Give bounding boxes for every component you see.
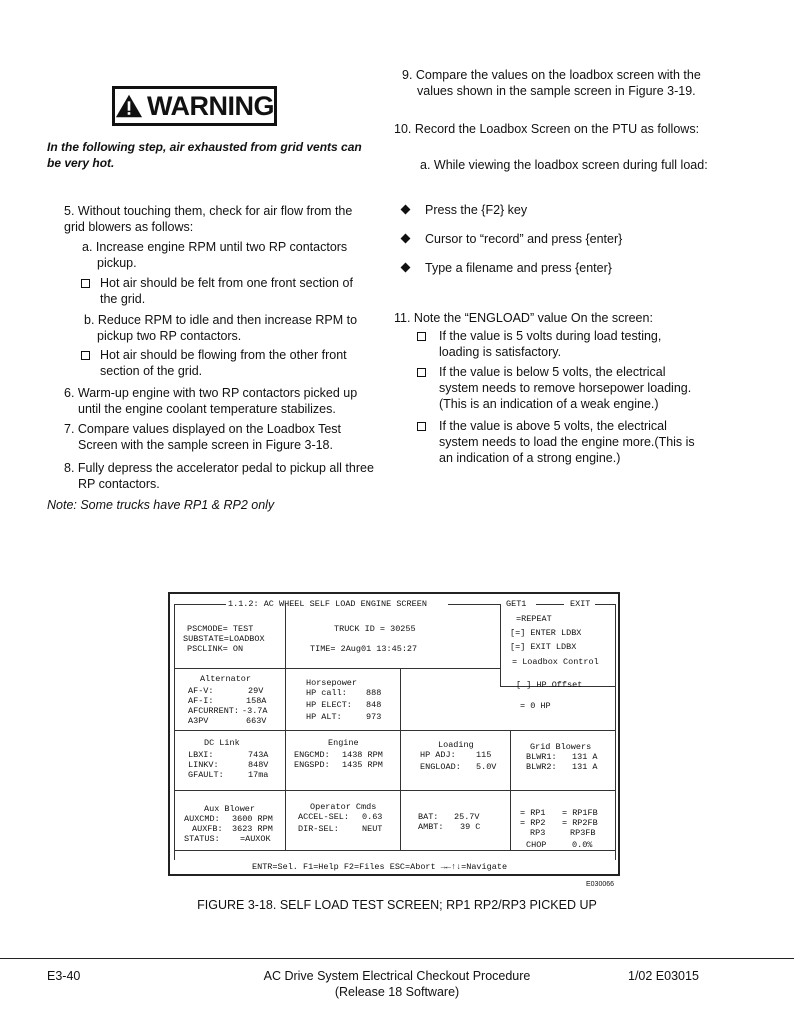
hp-elect-value: 848 xyxy=(366,700,382,710)
alternator-title: Alternator xyxy=(200,674,252,684)
rp2fb-label: = RP2FB xyxy=(562,818,598,828)
grid-blowers-title: Grid Blowers xyxy=(530,742,592,752)
ambt-value: 39 C xyxy=(460,822,481,832)
check-item: If the value is above 5 volts, the electrical system needs to load the engine more.(This is an indication of a strong engine.) xyxy=(439,419,695,465)
engcmd-label: ENGCMD: xyxy=(294,750,330,760)
a3pv-label: A3PV xyxy=(188,716,209,726)
grid-line xyxy=(174,730,615,731)
blwr1-value: 131 A xyxy=(572,752,598,762)
menu-exit-ldbx: [=] EXIT LDBX xyxy=(510,642,577,652)
linkv-label: LINKV: xyxy=(188,760,219,770)
diamond-bullet-icon xyxy=(401,205,411,215)
bullet-item: Press the {F2} key xyxy=(425,203,528,217)
rp3fb-label: RP3FB xyxy=(570,828,596,838)
ambt-label: AMBT: xyxy=(418,822,444,832)
hp-call-label: HP call: xyxy=(306,688,347,698)
key-help-line: ENTR=Sel. F1=Help F2=Files ESC=Abort →←↑↓=Navigate xyxy=(252,862,508,872)
step-6: 6. Warm-up engine with two RP contactors picked up until the engine coolant temperature stabilizes. xyxy=(64,386,358,416)
a3pv-value: 663V xyxy=(246,716,267,726)
checkbox-icon xyxy=(417,332,426,341)
auxfb-label: AUXFB: xyxy=(192,824,223,834)
loading-title: Loading xyxy=(438,740,474,750)
engcmd-value: 1438 RPM xyxy=(342,750,383,760)
screen-title: 1.1.2: AC WHEEL SELF LOAD ENGINE SCREEN xyxy=(228,599,427,609)
grid-line xyxy=(174,790,615,791)
bat-label: BAT: xyxy=(418,812,439,822)
warning-text: In the following step, air exhausted from grid vents can be very hot. xyxy=(47,140,362,170)
get1-label: GET1 xyxy=(506,599,527,609)
grid-line xyxy=(285,604,286,850)
warning-sign xyxy=(112,86,277,126)
step-5a: a. Increase engine RPM until two RP contactors pickup. xyxy=(82,240,348,270)
time: TIME= 2Aug01 13:45:27 xyxy=(310,644,418,654)
operator-cmds-title: Operator Cmds xyxy=(310,802,377,812)
bat-value: 25.7V xyxy=(454,812,480,822)
gfault-label: GFAULT: xyxy=(188,770,224,780)
step-5a-check: Hot air should be felt from one front section of the grid. xyxy=(100,276,353,306)
afcurrent-value: -3.7A xyxy=(242,706,268,716)
engload-value: 5.0V xyxy=(476,762,497,772)
rp1-label: = RP1 xyxy=(520,808,546,818)
step-5b-check: Hot air should be flowing from the other front section of the grid. xyxy=(100,348,347,378)
checkbox-icon xyxy=(81,279,90,288)
chop-label: CHOP xyxy=(526,840,547,850)
hp-alt-label: HP ALT: xyxy=(306,712,342,722)
dc-link-title: DC Link xyxy=(204,738,240,748)
checkbox-icon xyxy=(417,422,426,431)
figure-caption: FIGURE 3-18. SELF LOAD TEST SCREEN; RP1 RP2/RP3 PICKED UP xyxy=(197,898,597,912)
pscmode: PSCMODE= TEST xyxy=(187,624,254,634)
accel-sel-label: ACCEL-SEL: xyxy=(298,812,350,822)
checkbox-icon xyxy=(81,351,90,360)
checkbox-icon xyxy=(417,368,426,377)
step-8: 8. Fully depress the accelerator pedal to pickup all three RP contactors. xyxy=(64,461,374,491)
frame-line xyxy=(615,604,616,860)
footer-rule xyxy=(0,958,794,959)
lbxi-value: 743A xyxy=(248,750,269,760)
loadbox-screen xyxy=(168,592,620,876)
grid-line xyxy=(174,850,615,851)
frame-line xyxy=(174,604,175,860)
step-5b: b. Reduce RPM to idle and then increase RPM to pickup two RP contactors. xyxy=(84,313,358,343)
engspd-label: ENGSPD: xyxy=(294,760,330,770)
blwr1-label: BLWR1: xyxy=(526,752,557,762)
footer-title: AC Drive System Electrical Checkout Procedure xyxy=(263,969,531,983)
menu-enter-ldbx: [=] ENTER LDBX xyxy=(510,628,582,638)
af-i-value: 158A xyxy=(246,696,267,706)
auxcmd-value: 3600 RPM xyxy=(232,814,273,824)
hp-alt-value: 973 xyxy=(366,712,382,722)
af-i-label: AF-I: xyxy=(188,696,214,706)
rp1fb-label: = RP1FB xyxy=(562,808,598,818)
frame-line xyxy=(595,604,615,605)
diamond-bullet-icon xyxy=(401,263,411,273)
hp-call-value: 888 xyxy=(366,688,382,698)
engload-label: ENGLOAD: xyxy=(420,762,461,772)
diamond-bullet-icon xyxy=(401,234,411,244)
substate: SUBSTATE=LOADBOX xyxy=(183,634,265,644)
menu-loadbox-control: = Loadbox Control xyxy=(512,657,599,667)
doc-code: 1/02 E03015 xyxy=(628,969,699,983)
note: Note: Some trucks have RP1 & RP2 only xyxy=(47,498,275,512)
linkv-value: 848V xyxy=(248,760,269,770)
rp2-label: = RP2 xyxy=(520,818,546,828)
hp-adj-value: 115 xyxy=(476,750,492,760)
page-number: E3-40 xyxy=(47,969,81,983)
dir-sel-value: NEUT xyxy=(362,824,383,834)
grid-line xyxy=(500,604,501,686)
step-9: 9. Compare the values on the loadbox screen with the values shown in the sample screen in Figure 3-19. xyxy=(402,68,701,98)
engspd-value: 1435 RPM xyxy=(342,760,383,770)
rp3-label: RP3 xyxy=(530,828,546,838)
gfault-value: 17ma xyxy=(248,770,269,780)
hp-elect-label: HP ELECT: xyxy=(306,700,352,710)
warning-label: WARNING xyxy=(147,91,274,121)
bullet-item: Cursor to “record” and press {enter} xyxy=(425,232,623,246)
frame-line xyxy=(536,604,564,605)
grid-line xyxy=(174,668,500,669)
bullet-item: Type a filename and press {enter} xyxy=(425,261,612,275)
footer-subtitle: (Release 18 Software) xyxy=(334,985,460,999)
chop-value: 0.0% xyxy=(572,840,593,850)
frame-line xyxy=(174,604,226,605)
step-5: 5. Without touching them, check for air flow from the grid blowers as follows: xyxy=(64,204,353,234)
frame-line xyxy=(448,604,500,605)
lbxi-label: LBXI: xyxy=(188,750,214,760)
blwr2-value: 131 A xyxy=(572,762,598,772)
hp-offset: [ ] HP Offset xyxy=(516,680,583,690)
exit-label: EXIT xyxy=(570,599,591,609)
auxcmd-label: AUXCMD: xyxy=(184,814,220,824)
warning-triangle-icon xyxy=(115,93,143,119)
afcurrent-label: AFCURRENT: xyxy=(188,706,240,716)
hp-adj-label: HP ADJ: xyxy=(420,750,456,760)
check-item: If the value is 5 volts during load testing, loading is satisfactory. xyxy=(439,329,662,359)
aux-blower-title: Aux Blower xyxy=(204,804,256,814)
af-v-label: AF-V: xyxy=(188,686,214,696)
accel-sel-value: 0.63 xyxy=(362,812,383,822)
status-value: =AUXOK xyxy=(240,834,271,844)
menu-repeat: =REPEAT xyxy=(516,614,552,624)
step-11: 11. Note the “ENGLOAD” value On the screen: xyxy=(394,311,653,325)
auxfb-value: 3623 RPM xyxy=(232,824,273,834)
step-7: 7. Compare values displayed on the Loadbox Test Screen with the sample screen in Figure 3-18. xyxy=(64,422,342,452)
af-v-value: 29V xyxy=(248,686,264,696)
psclink: PSCLINK= ON xyxy=(187,644,244,654)
engine-title: Engine xyxy=(328,738,359,748)
status-label: STATUS: xyxy=(184,834,220,844)
blwr2-label: BLWR2: xyxy=(526,762,557,772)
step-10a: a. While viewing the loadbox screen during full load: xyxy=(420,158,708,172)
dir-sel-label: DIR-SEL: xyxy=(298,824,339,834)
step-10: 10. Record the Loadbox Screen on the PTU as follows: xyxy=(394,122,700,136)
hp-value: = 0 HP xyxy=(520,701,551,711)
figure-code: E030066 xyxy=(586,881,615,888)
grid-line xyxy=(400,668,401,850)
truck-id: TRUCK ID = 30255 xyxy=(334,624,416,634)
check-item: If the value is below 5 volts, the electrical system needs to remove horsepower loading. (This is an indication of a weak engine.) xyxy=(439,365,692,411)
horsepower-title: Horsepower xyxy=(306,678,358,688)
